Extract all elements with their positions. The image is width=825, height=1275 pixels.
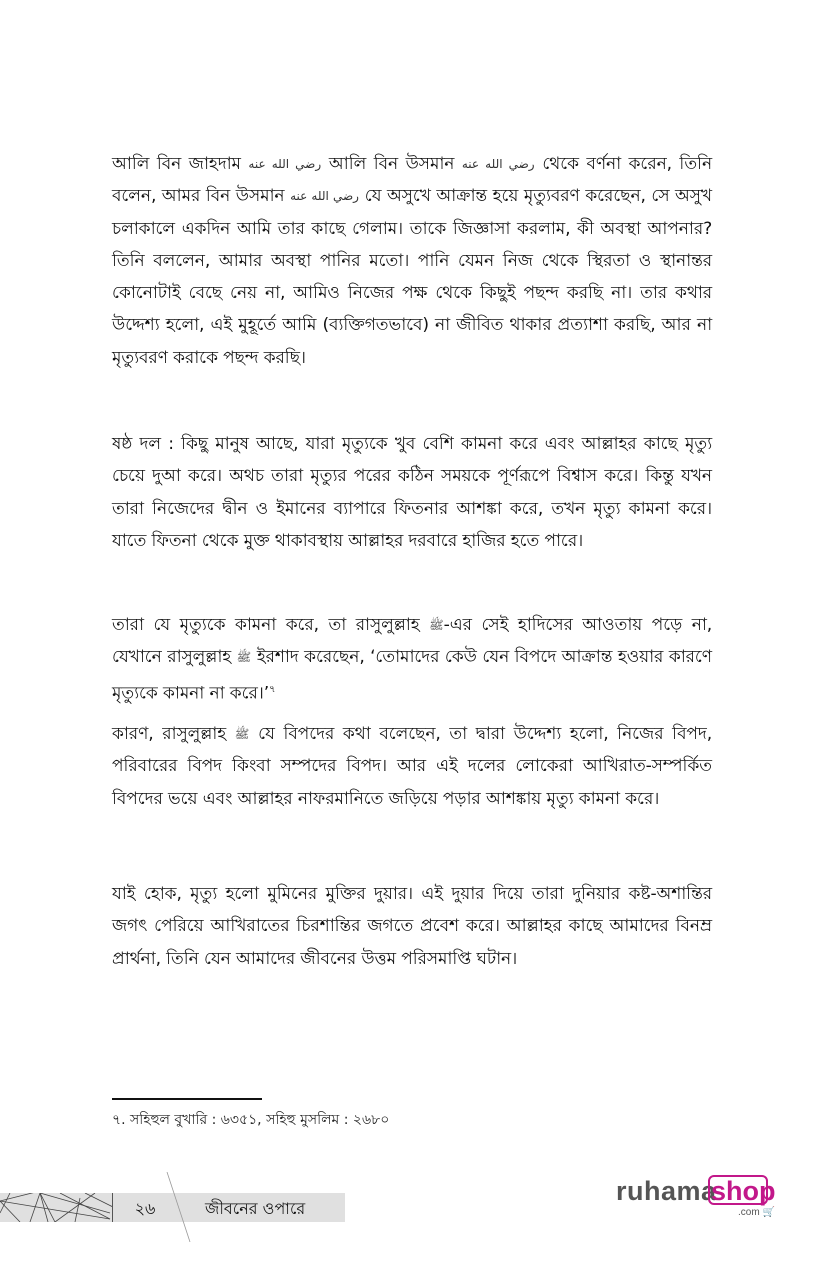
ruhamashop-logo (616, 1173, 776, 1223)
footer-separator (112, 1193, 113, 1222)
paragraph-text: ষষ্ঠ দল : কিছু মানুষ আছে, যারা মৃত্যুকে খুব বেশি কামনা করে এবং আল্লাহর কাছে মৃত্যু চেয়ে দুআ করে। অথচ তারা মৃত্যুর পরের কঠিন সময়কে পূর্ণরূপে বিশ্বাস করে। কিন্তু যখন তারা নিজেদের দ্বীন ও ইমানের ব্যাপারে ফিতনার আশঙ্কা করে, তখন মৃত্যু কামনা করে। যাতে ফিতনা থেকে মুক্ত থাকাবস্থায় আল্লাহর দরবারে হাজির হতে পারে। (112, 434, 712, 551)
prophet-honorific-icon: ﷺ (429, 618, 444, 632)
paragraph-5 (112, 878, 712, 975)
page-number: ২৬ (134, 1199, 156, 1218)
companion-honorific-icon: رضي الله عنه (290, 189, 359, 204)
text-segment: আলি বিন জাহদাম (112, 154, 249, 174)
footnote-ref[interactable]: ৭ (268, 683, 276, 695)
logo-suffix: .com (738, 1207, 760, 1218)
companion-honorific-icon: رضي الله عنه (248, 157, 322, 171)
paragraph-text: যাই হোক, মৃত্যু হলো মুমিনের মুক্তির দুয়ার। এই দুয়ার দিয়ে তারা দুনিয়ার কষ্ট-অশান্তির জগৎ পেরিয়ে আখিরাতের চিরশান্তির জগতে প্রবেশ করে। আল্লাহর কাছে আমাদের বিনম্র প্রার্থনা, তিনি যেন আমাদের জীবনের উত্তম পরিসমাপ্তি ঘটান। (112, 884, 712, 969)
footer-pattern-decoration (0, 1193, 113, 1222)
footnote: ৭. সহিহুল বুখারি : ৬৩৫১, সহিহু মুসলিম : ২৬৮০ (112, 1112, 390, 1128)
paragraph-2 (112, 428, 712, 557)
text-segment: আলি বিন উসমান (321, 154, 462, 174)
paragraph-4 (112, 718, 712, 815)
logo-text-com (738, 1207, 775, 1218)
text-segment: যে অসুখে আক্রান্ত হয়ে মৃত্যুবরণ করেছেন, সে অসুখ চলাকালে একদিন আমি তার কাছে গেলাম। তাকে জিজ্ঞাসা করলাম, কী অবস্থা আপনার? তিনি বললেন, আমার অবস্থা পানির মতো। পানি যেমন নিজ থেকে স্থিরতা ও স্থানান্তর কোনোটাই বেছে নেয় না, আমিও নিজের পক্ষ থেকে কিছুই পছন্দ করছি না। তার কথার উদ্দেশ্য হলো, এই মুহূর্তে আমি (ব্যক্তিগতভাবে) না জীবিত থাকার প্রত্যাশা করছি, আর না মৃত্যুবরণ করাকে পছন্দ করছি। (112, 186, 712, 368)
text-segment: থেকে বর্ণনা করেন, তিনি বলেন, আমর বিন উসমান (112, 154, 713, 207)
text-segment: কারণ, রাসুলুল্লাহ (112, 724, 235, 744)
footnote-divider (112, 1098, 262, 1100)
paragraph-1 (112, 148, 712, 374)
text-segment: তারা যে মৃত্যুকে কামনা করে, তা রাসুলুল্লাহ (112, 615, 430, 635)
prophet-honorific-icon: ﷺ (236, 650, 252, 665)
running-title: জীবনের ওপারে (205, 1199, 306, 1218)
companion-honorific-icon: رضي الله عنه (461, 157, 535, 171)
footer-diagonal-line (165, 1172, 195, 1242)
logo-text-ruhama: ruhama (616, 1176, 717, 1206)
cart-icon: 🛒 (759, 1207, 775, 1218)
text-segment: যে বিপদের কথা বলেছেন, তা দ্বারা উদ্দেশ্য হলো, নিজের বিপদ, পরিবারের বিপদ কিংবা সম্পদের বিপদ। আর এই দলের লোকেরা আখিরাত-সম্পর্কিত বিপদের ভয়ে এবং আল্লাহর নাফরমানিতে জড়িয়ে পড়ার আশঙ্কায় মৃত্যু কামনা করে। (112, 724, 712, 809)
paragraph-3 (112, 609, 712, 710)
text-segment: -এর সেই হাদিসের আওতায় পড়ে না, যেখানে রাসুলুল্লাহ (112, 615, 713, 668)
logo-text-shop: shop (711, 1176, 776, 1206)
text-segment: ইরশাদ করেছেন, ‘তোমাদের কেউ যেন বিপদে আক্রান্ত হওয়ার কারণে মৃত্যুকে কামনা না করে।’ (112, 647, 713, 704)
prophet-honorific-icon: ﷺ (234, 727, 250, 741)
